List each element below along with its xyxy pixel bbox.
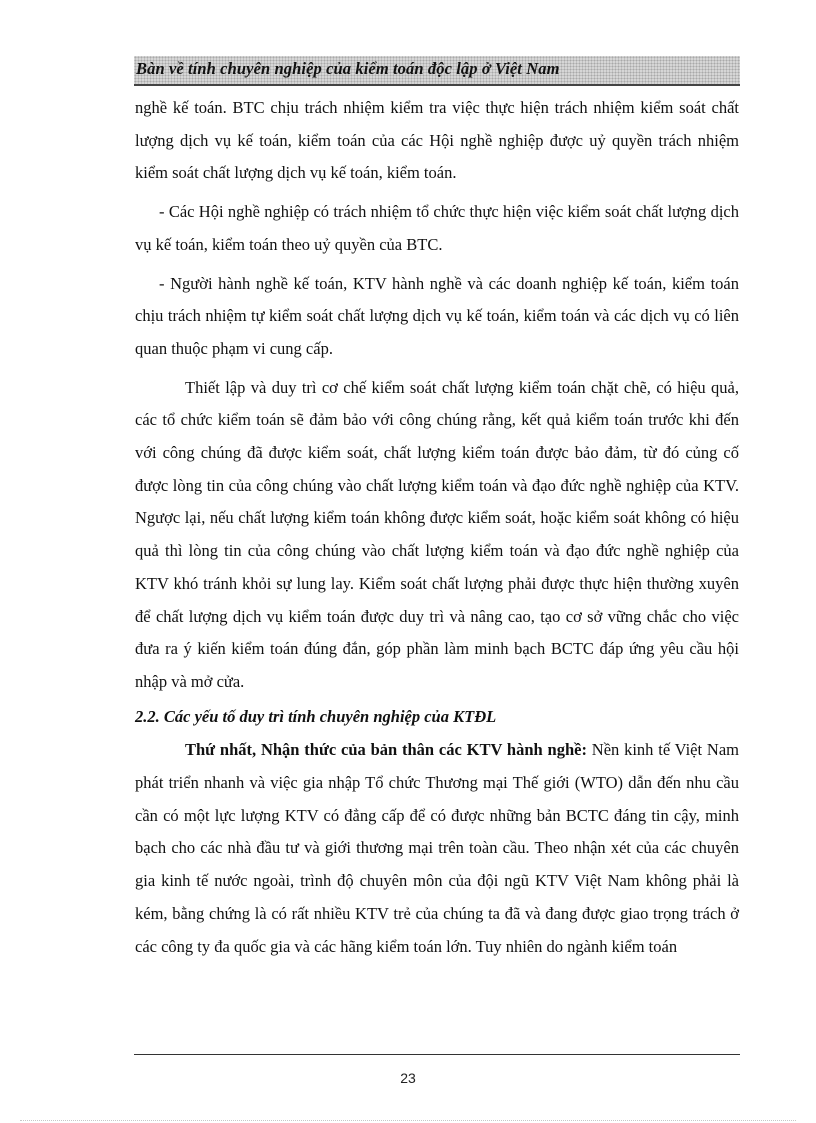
paragraph-text: Nền kinh tế Việt Nam phát triển nhanh và việc gia nhập Tổ chức Thương mại Thế giới (WTO) dẫn đến nhu cầu cần có một lực lượng KTV có đẳng cấp để có được những bản BCTC đáng tin cậy, minh bạch cho các nhà đầu tư và giới thương mại trên toàn cầu. Theo nhận xét của các chuyên gia kinh tế nước ngoài, trình độ chuyên môn của đội ngũ KTV Việt Nam không phải là kém, bằng chứng là có rất nhiều KTV trẻ của chúng ta đã và đang được giao trọng trách ở các công ty đa quốc gia và các hãng kiểm toán lớn. Tuy nhiên do ngành kiểm toán bbox=[135, 740, 739, 956]
header-title: Bàn về tính chuyên nghiệp của kiểm toán độc lập ở Việt Nam bbox=[136, 59, 560, 78]
paragraph-lead: Thứ nhất, Nhận thức của bản thân các KTV hành nghề: bbox=[185, 740, 587, 760]
paragraph-list-item: - Các Hội nghề nghiệp có trách nhiệm tổ chức thực hiện việc kiểm soát chất lượng dịch vụ kế toán, kiểm toán theo uỷ quyền của BTC. bbox=[135, 202, 739, 254]
paragraph: Thiết lập và duy trì cơ chế kiểm soát chất lượng kiểm toán chặt chẽ, có hiệu quả, các tổ chức kiểm toán sẽ đảm bảo với công chúng rằng, kết quả kiểm toán trước khi đến với công chúng đã được kiểm soát, chất lượng kiểm toán được bảo đảm, từ đó củng cố được lòng tin của công chúng vào chất lượng kiểm toán và đạo đức nghề nghiệp của KTV. Ngược lại, nếu chất lượng kiểm toán không được kiểm soát, hoặc kiểm soát không có hiệu quả thì lòng tin của công chúng vào chất lượng kiểm toán và đạo đức nghề nghiệp của KTV khó tránh khỏi sự lung lay. Kiểm soát chất lượng phải được thực hiện thường xuyên để chất lượng dịch vụ kiểm toán được duy trì và nâng cao, tạo cơ sở vững chắc cho việc đưa ra ý kiến kiểm toán đúng đắn, góp phần làm minh bạch BCTC đáp ứng yêu cầu hội nhập và mở cửa. bbox=[135, 377, 739, 691]
page-number: 23 bbox=[400, 1070, 416, 1086]
section-heading: 2.2. Các yếu tố duy trì tính chuyên nghiệp của KTĐL bbox=[135, 706, 497, 726]
paragraph-continuation: nghề kế toán. BTC chịu trách nhiệm kiểm tra việc thực hiện trách nhiệm kiểm soát chất lượng dịch vụ kế toán, kiểm toán của các Hội nghề nghiệp được uỷ quyền trách nhiệm kiểm soát chất lượng dịch vụ kế toán, kiểm toán. bbox=[135, 98, 739, 183]
paragraph bbox=[135, 734, 739, 963]
paragraph-list-item: - Người hành nghề kế toán, KTV hành nghề và các doanh nghiệp kế toán, kiểm toán chịu trách nhiệm tự kiểm soát chất lượng dịch vụ kế toán, kiểm toán và các dịch vụ có liên quan thuộc phạm vi cung cấp. bbox=[135, 273, 739, 358]
page-edge-divider bbox=[20, 1120, 796, 1121]
body-text bbox=[135, 92, 739, 963]
running-header bbox=[134, 56, 740, 86]
footer-divider bbox=[134, 1054, 740, 1055]
